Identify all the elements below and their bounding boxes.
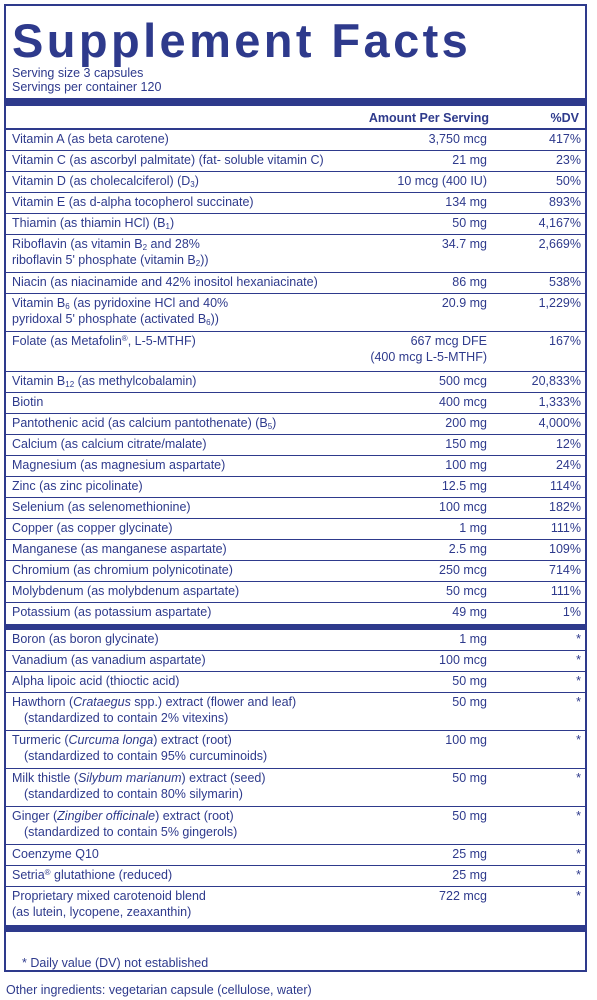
table-row [6,866,585,887]
table-row [6,193,585,214]
row-amount: 1 mg [459,521,487,535]
row-name: Vitamin $B_{12}$ (as methylcobalamin) [12,374,197,389]
table-row [6,130,585,151]
table-row [6,372,585,393]
table-row [6,477,585,498]
row-amount: 20.9 mg [441,296,487,310]
row-name: Riboflavin (as vitamin $B_2$ and 28% riboflavin 5' phosphate (vitamin $B_2$)) [12,237,209,268]
row-dv: * [576,695,581,709]
row-name: Vitamin C (as ascorbyl palmitate) (fat- soluble vitamin C) [12,153,324,167]
table-row [6,414,585,435]
row-amount: 50 mg [452,809,487,823]
supplement-facts-panel [4,4,587,972]
table-row [6,603,585,624]
row-dv: * [576,674,581,688]
row-name: Zinc (as zinc picolinate) [12,479,143,493]
row-amount: 722 mcg [439,889,487,903]
table-row [6,498,585,519]
row-dv: 111% [550,521,581,535]
table-row [6,519,585,540]
table-row [6,630,585,651]
row-name: Thiamin (as thiamin HCl) $(B_1)$ [12,216,175,231]
table-row [6,672,585,693]
row-dv: 4,167% [538,216,581,230]
header-dv: %DV [550,111,579,125]
footnote: * Daily value (DV) not established [22,956,209,970]
row-amount: 150 mg [445,437,487,451]
row-dv: 111% [550,584,581,598]
table-row [6,273,585,294]
row-amount: 134 mg [445,195,487,209]
row-name: Vitamin A (as beta carotene) [12,132,169,146]
row-dv: * [576,733,581,747]
table-row [6,845,585,866]
row-amount: 100 mg [445,733,487,747]
table-row [6,435,585,456]
row-dv: 1,229% [538,296,581,310]
row-amount: 3,750 mcg [428,132,487,146]
row-name: Folate (as Metafolin®, L-5-MTHF) [12,334,196,348]
row-name: Magnesium (as magnesium aspartate) [12,458,226,472]
table-row [6,561,585,582]
row-amount: 200 mg [445,416,487,430]
other-rows [6,630,585,925]
table-row [6,214,585,235]
servings-per-container: Servings per container 120 [12,80,162,94]
row-amount: 25 mg [452,868,487,882]
header-amount: Amount Per Serving [368,111,489,125]
table-row [6,807,585,845]
table-row [6,769,585,807]
row-dv: 109% [549,542,581,556]
row-name: Biotin [12,395,44,409]
row-amount: 25 mg [452,847,487,861]
row-dv: * [576,771,581,785]
row-name: Selenium (as selenomethionine) [12,500,191,514]
table-row [6,731,585,769]
row-dv: 20,833% [531,374,581,388]
row-amount: 400 mcg [439,395,487,409]
row-name: Chromium (as chromium polynicotinate) [12,563,233,577]
row-name: Alpha lipoic acid (thioctic acid) [12,674,180,688]
table-row [6,151,585,172]
row-dv: 714% [549,563,581,577]
row-amount: 667 mcg DFE (400 mcg L-5-MTHF) [370,334,487,364]
row-name: Manganese (as manganese aspartate) [12,542,227,556]
row-dv: 12% [555,437,581,451]
row-dv: 50% [555,174,581,188]
row-name: Vitamin E (as d-alpha tocopherol succinate) [12,195,254,209]
row-dv: * [576,653,581,667]
row-amount: 50 mg [452,771,487,785]
table-row [6,651,585,672]
row-dv: * [576,847,581,861]
row-dv: 24% [555,458,581,472]
row-name: Vitamin $B_6$ (as pyridoxine HCl and 40% pyridoxal 5' phosphate (activated $B_6$)) [12,296,229,327]
other-ingredients: Other ingredients: vegetarian capsule (cellulose, water) [6,983,312,997]
row-name: Vitamin D (as cholecalciferol) $(D_3)$ [12,174,199,189]
row-dv: 114% [549,479,581,493]
table-row [6,393,585,414]
row-name: Setria® glutathione (reduced) [12,868,173,882]
row-name: Coenzyme Q10 [12,847,99,861]
row-dv: 167% [549,334,581,348]
row-name: Milk thistle (Silybum marianum) extract (seed) (standardized to contain 80% silymarin) [12,771,266,801]
row-amount: 49 mg [452,605,487,619]
row-name: Niacin (as niacinamide and 42% inositol hexaniacinate) [12,275,318,289]
thick-rule [6,98,585,106]
row-amount: 100 mcg [439,653,487,667]
row-name: Vanadium (as vanadium aspartate) [12,653,206,667]
row-amount: 250 mcg [439,563,487,577]
row-amount: 86 mg [452,275,487,289]
panel-title: Supplement Facts [12,14,472,67]
row-name: Calcium (as calcium citrate/malate) [12,437,207,451]
row-dv: 4,000% [538,416,581,430]
row-amount: 100 mcg [439,500,487,514]
row-dv: 2,669% [538,237,581,251]
row-dv: * [576,868,581,882]
row-dv: * [576,889,581,903]
row-name: Potassium (as potassium aspartate) [12,605,212,619]
table-row [6,235,585,273]
row-amount: 50 mg [452,216,487,230]
row-amount: 500 mcg [439,374,487,388]
table-row [6,294,585,332]
row-dv: 23% [555,153,581,167]
row-amount: 50 mg [452,674,487,688]
serving-size: Serving size 3 capsules [12,66,144,80]
row-name: Proprietary mixed carotenoid blend (as lutein, lycopene, zeaxanthin) [12,889,206,919]
row-amount: 50 mcg [446,584,487,598]
table-row [6,540,585,561]
table-row [6,332,585,372]
row-name: Boron (as boron glycinate) [12,632,159,646]
row-name: Molybdenum (as molybdenum aspartate) [12,584,240,598]
row-name: Ginger (Zingiber officinale) extract (root) (standardized to contain 5% gingerols) [12,809,238,839]
row-amount: 50 mg [452,695,487,709]
row-name: Hawthorn (Crataegus spp.) extract (flower and leaf) (standardized to contain 2% vitexins) [12,695,297,725]
row-amount: 10 mcg (400 IU) [397,174,487,188]
row-dv: 182% [549,500,581,514]
row-dv: 538% [549,275,581,289]
row-dv: 893% [549,195,581,209]
row-amount: 21 mg [452,153,487,167]
table-row [6,887,585,925]
row-name: Pantothenic acid (as calcium pantothenate) $(B_5)$ [12,416,277,431]
row-dv: 1% [562,605,581,619]
row-name: Copper (as copper glycinate) [12,521,173,535]
row-amount: 100 mg [445,458,487,472]
row-dv: 417% [549,132,581,146]
row-amount: 12.5 mg [441,479,487,493]
column-header [6,106,585,128]
row-dv: * [576,632,581,646]
row-amount: 2.5 mg [448,542,487,556]
bottom-rule [6,925,585,932]
row-dv: 1,333% [538,395,581,409]
row-amount: 1 mg [459,632,487,646]
table-row [6,693,585,731]
table-row [6,172,585,193]
nutrient-rows [6,130,585,624]
table-row [6,582,585,603]
row-name: Turmeric (Curcuma longa) extract (root) (standardized to contain 95% curcuminoids) [12,733,268,763]
row-dv: * [576,809,581,823]
table-row [6,456,585,477]
row-amount: 34.7 mg [441,237,487,251]
